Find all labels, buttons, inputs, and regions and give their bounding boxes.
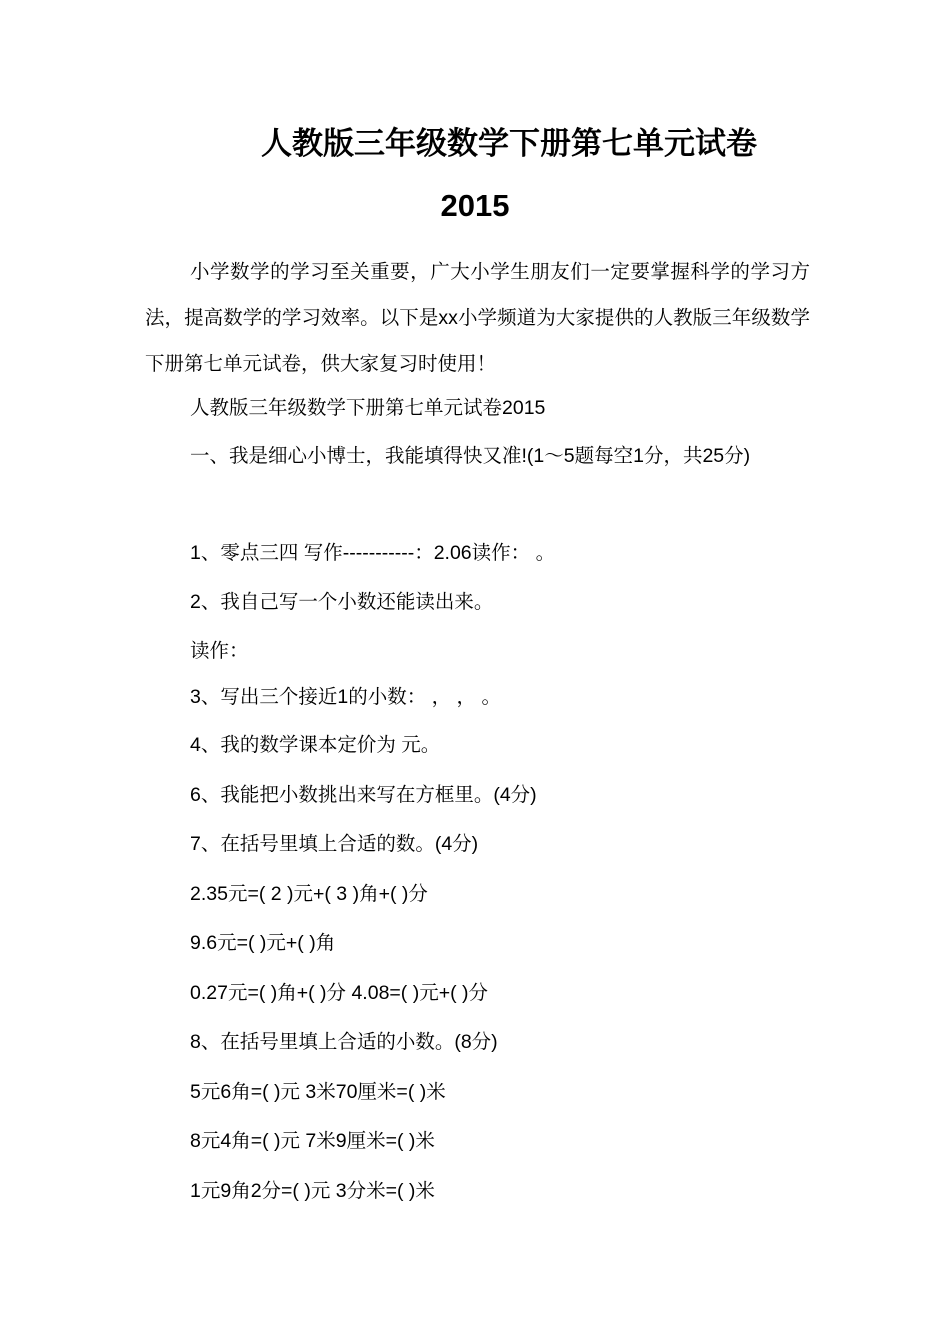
question-line: 6、我能把小数挑出来写在方框里。(4分) — [190, 784, 537, 806]
question-line: 1、零点三四 写作-----------：2.06读作： 。 — [190, 542, 556, 564]
question-line: 5元6角=( )元 3米70厘米=( )米 — [190, 1081, 446, 1103]
question-line: 8元4角=( )元 7米9厘米=( )米 — [190, 1130, 435, 1152]
document-title: 人教版三年级数学下册第七单元试卷 — [261, 126, 757, 161]
section-heading: 一、我是细心小博士，我能填得快又准!(1～5题每空1分，共25分) — [190, 445, 751, 467]
document-title-year: 2015 — [440, 188, 510, 223]
question-line: 2.35元=( 2 )元+( 3 )角+( )分 — [190, 883, 428, 905]
question-line: 0.27元=( )角+( )分 4.08=( )元+( )分 — [190, 982, 488, 1004]
question-line: 4、我的数学课本定价为 元。 — [190, 734, 441, 756]
intro-paragraph: 小学数学的学习至关重要，广大小学生朋友们一定要掌握科学的学习方法，提高数学的学习效率。以下是xx小学频道为大家提供的人教版三年级数学下册第七单元试卷，供大家复习时使用！ — [145, 261, 810, 375]
question-line: 3、写出三个接近1的小数： ， ， 。 — [190, 686, 501, 708]
subtitle-paragraph: 人教版三年级数学下册第七单元试卷2015 — [190, 397, 546, 419]
question-line: 8、在括号里填上合适的小数。(8分) — [190, 1031, 498, 1053]
question-line: 读作： — [190, 640, 249, 662]
question-line: 1元9角2分=( )元 3分米=( )米 — [190, 1180, 435, 1202]
question-line: 2、我自己写一个小数还能读出来。 — [190, 591, 494, 613]
question-line: 9.6元=( )元+( )角 — [190, 932, 336, 954]
question-line: 7、在括号里填上合适的数。(4分) — [190, 833, 479, 855]
